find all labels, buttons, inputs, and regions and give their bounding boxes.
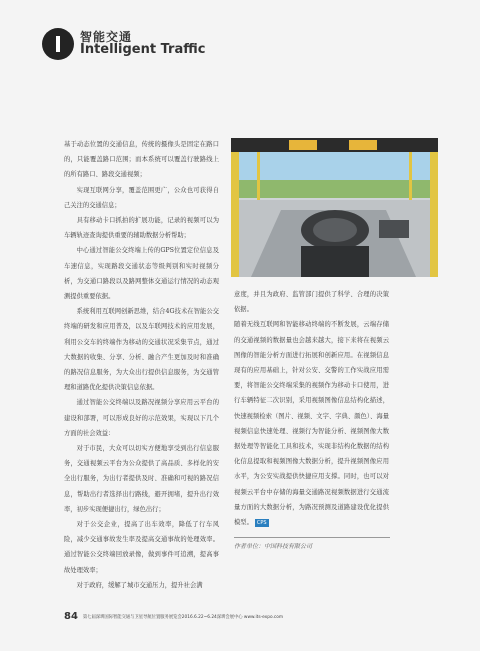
author-affiliation: 作者单位：中国科技有限公司	[234, 543, 313, 550]
body-paragraph: 实现互联网分享，覆盖范围更广，公众也可获得自己关注的交通信息；	[64, 186, 219, 209]
body-paragraph: 具有移动卡口抓拍的扩展功能，记录的视频可以为车辆轨迹查询提供重要的辅助数据分析帮助；	[64, 217, 219, 240]
section-title-cn: 智能交通	[80, 29, 133, 44]
left-text-column	[64, 137, 219, 593]
body-paragraph: 意度，并且为政府、监管部门提供了科学、合理的决策依据。	[234, 291, 389, 314]
body-paragraph: 通过智能公交终端以及路况视频分享应用云平台的建设和部署，可以形成良好的示范效果，实现以下几个方面的社会效益：	[64, 399, 219, 437]
right-text-column	[234, 287, 389, 530]
author-divider	[234, 537, 390, 538]
section-title-en: Intelligent Traffic	[80, 42, 206, 58]
page-footer	[64, 611, 283, 622]
section-badge-icon	[42, 28, 74, 60]
body-paragraph: 对于政府，缓解了城市交通压力，提升社会满	[76, 581, 203, 589]
body-paragraph: 中心通过智能公交终端上传的GPS位置定位信息及车速信息，实现路段交通状态等级判别和实时视频分析，为交通口路段以及路网整体交通运行情况的动态观测提供重要依据。	[64, 247, 219, 301]
bus-interior-photo	[231, 138, 438, 277]
body-paragraph: 基于动态位置的交通信息，传统的摄像头是固定在路口的，只能覆盖路口范围；而本系统可以覆盖行驶路线上的所有路口、路段交通视频；	[64, 141, 219, 179]
bus-interior-illustration	[231, 138, 438, 277]
page-number: 84	[64, 611, 78, 622]
body-paragraph: 随着无线互联网和智能移动终端的不断发展，云端存储的交通视频的数据量也会越来越大，接下来将在视频云图像的智能分析方面进行拓展和创新应用。在视频信息现有的应用基础上，针对公安、交警的工作实战应用需要，将智能公交终端采集的视频作为移动卡口使用，进行车辆特征二次识别，采用视频图像信息结构化描述，快速视频检索（图片、视频、文字、字典、颜色）、海量视频信息快速处理、视频行为智能分析、视频图像大数据处理等智能化工具和技术，实现非结构化数据的结构化信息提取和视频图像大数据分析，提升视频图像应用水平，为公安实战提供快捷应用支撑。同时，也可以对视频云平台中存储的海量交通路况视频数据进行交通流量方面的大数据分析，为路况预测及道路建设优化提供模型。	[234, 321, 389, 527]
body-paragraph: 系统利用互联网创新思维，结合4G技术在智能公交终端的研发和应用普及，以及车联网技术的应用发展，利用公交车的终端作为移动的交通状况采集节点，通过大数据的收集、分享、分析、融合产生更加及时和准确的路况信息服务，为大众出行提供信息服务，为交通管理和道路优化提供决策信息依据。	[64, 308, 219, 392]
end-mark-logo: CPS	[256, 520, 267, 527]
body-paragraph: 对于市民，大众可以切实方便地享受到出行信息服务，交通视频云平台为公众提供了高品质、多样化的安全出行服务，为出行者提供及时、准确和可视的路况信息，帮助出行者选择出行路线，避开拥堵，提升出行效率，初步实现便捷出行，绿色出行；	[64, 445, 219, 513]
section-header	[42, 28, 205, 60]
body-paragraph: 对于公交企业，提高了出车效率，降低了行车风险，减少交通事故发生率及提高交通事故的处理效率。通过智能公交终端回放录像，做到事件可追溯，提高事故处理效率；	[64, 521, 219, 574]
footer-text: 第七届深圳国际智能交通与卫星导航位置服务展览会2016.6.22~6.24深圳会展中心 www.its-expo.com	[82, 614, 284, 620]
